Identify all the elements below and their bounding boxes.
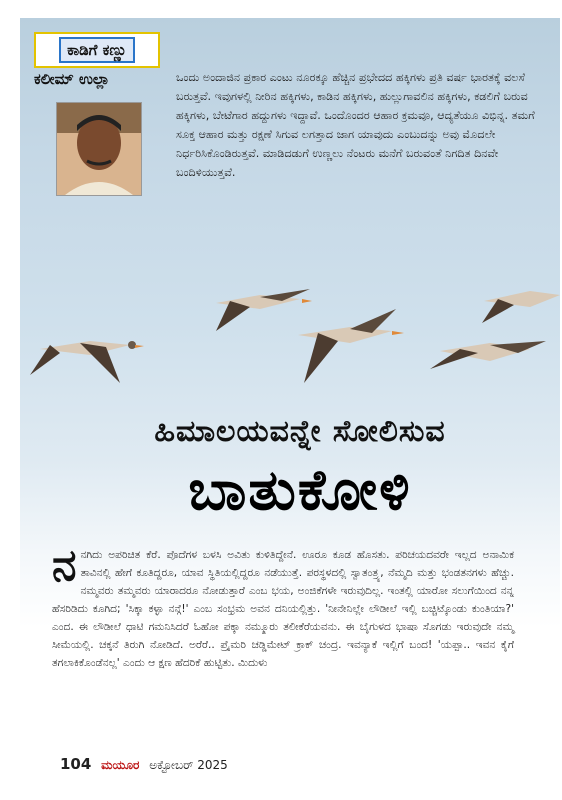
goose-5 xyxy=(430,341,546,369)
intro-paragraph xyxy=(176,68,546,182)
goose-4 xyxy=(482,291,560,323)
column-badge-text: ಕಾಡಿಗೆ ಕಣ್ಣು xyxy=(59,37,135,63)
article-text: ನಗಿದು ಅಪರಿಚಿತ ಕೆರೆ. ಪೊದೆಗಳ ಬಳಸಿ ಅವಿತು ಕುಳಿತಿದ್ದೇನೆ. ಊರೂ ಕೂಡ ಹೊಸತು. ಪರಿಚಯದವರೇ ಇಲ್ಲದ ಅನಾಮಿಕ ತಾವಿನಲ್ಲಿ ಹೇಗೆ ಕೂತಿದ್ದರೂ, ಯಾವ ಸ್ಥಿತಿಯಲ್ಲಿದ್ದರೂ ನಡೆಯುತ್ತೆ. ಪರಸ್ಥಳದಲ್ಲಿ ಸ್ವಾತಂತ್ರ್ಯ, ನೆಮ್ಮದಿ ಮತ್ತು ಭಂಡತನಗಳು ಹೆಚ್ಚು. ನಮ್ಮವರು ತಮ್ಮವರು ಯಾರಾದರೂ ನೋಡುತ್ತಾರೆ ಎಂಬ ಭಯ, ಅಂಜಿಕೆಗಳೇ ಇರುವುದಿಲ್ಲ. ಇಂತಲ್ಲಿ ಯಾರೋ ಸಲುಗೆಯಿಂದ ನನ್ನ ಹೆಸರಿಡಿದು ಕೂಗಿದ; 'ಸಿಕ್ಕಾ ಕಳ್ಳಾ ನನ್ಗೆ!' ಎಂಬ ಸಂಭ್ರಮ ಅವನ ದನಿಯಲ್ಲಿತ್ತು. 'ನೀನೇನಿಲ್ಲೇ ಲೌಡೀಲೆ ಇಲ್ಲಿ ಬಚ್ಚಿಟ್ಕೊಂಡು ಕುಂತಿಯಾ?' ಎಂದ. ಈ ಲೌಡೀಲೆ ಧಾಟಿ ಗಮನಿಸಿದರೆ ಓಹೋ ಪಕ್ಕಾ ನಮ್ಮೂರು ತಲೀಕೆರೆಯವನು. ಈ ಬೈಗುಳದ ಭಾಷಾ ಸೊಗಡು ಇರುವುದೇ ನಮ್ಮ ಸೀಮೆಯಲ್ಲಿ. ಚಕ್ಕನೆ ತಿರುಗಿ ನೋಡಿದೆ. ಅರೆರೆ.. ಪ್ರೈಮರಿ ಚಡ್ಡಿಮೇಟ್ ಕ್ರಾಕ್ ಚಂದ್ರ. ಇವನ್ಯಾಕೆ ಇಲ್ಲಿಗೆ ಬಂದ! 'ಯಪ್ಪಾ.. ಇವನ ಕೈಗೆ ತಗಲಾಕಿಕೊಂಡೆನಲ್ಲ' ಎಂದು ಆ ಕ್ಷಣ ಹೆದರಿಕೆ ಹುಟ್ಟಿತು. ಮಿದುಳು xyxy=(52,549,514,669)
goose-1 xyxy=(30,341,144,383)
article-body xyxy=(52,540,514,672)
page-number: 104 xyxy=(60,755,92,773)
flying-geese-illustration xyxy=(20,283,560,403)
magazine-name: ಮಯೂರ xyxy=(101,758,140,772)
goose-2 xyxy=(216,289,312,331)
dropcap: ನ xyxy=(52,540,77,591)
headline-title: ಬಾತುಕೋಳಿ xyxy=(188,458,412,523)
headline-kicker: ಹಿಮಾಲಯವನ್ನೇ ಸೋಲಿಸುವ xyxy=(154,414,446,449)
article-paragraph xyxy=(52,540,514,672)
column-badge xyxy=(34,32,160,68)
author-name: ಕಲೀಮ್ ಉಲ್ಲಾ xyxy=(34,70,110,88)
author-portrait-icon xyxy=(57,103,141,195)
page-footer xyxy=(60,755,228,773)
intro-text: ಒಂದು ಅಂದಾಜಿನ ಪ್ರಕಾರ ಎಂಟು ನೂರಕ್ಕೂ ಹೆಚ್ಚಿನ ಪ್ರಭೇದದ ಹಕ್ಕಿಗಳು ಪ್ರತಿ ವರ್ಷ ಭಾರತಕ್ಕೆ ವಲಸೆ ಬರುತ್ತವೆ. ಇವುಗಳಲ್ಲಿ ನೀರಿನ ಹಕ್ಕಿಗಳು, ಕಾಡಿನ ಹಕ್ಕಿಗಳು, ಹುಲ್ಲುಗಾವಲಿನ ಹಕ್ಕಿಗಳು, ಕಡಲಿಗೆ ಬರುವ ಹಕ್ಕಿಗಳು, ಬೇಟೆಗಾರ ಹದ್ದುಗಳು ಇದ್ದಾವೆ. ಒಂದೊಂದರ ಆಹಾರ ಕ್ರಮವೂ, ಆದ್ಯತೆಯೂ ವಿಭಿನ್ನ. ತಮಗೆ ಸೂಕ್ತ ಆಹಾರ ಮತ್ತು ರಕ್ಷಣೆ ಸಿಗುವ ಲಗತ್ತಾದ ಜಾಗ ಯಾವುದು ಎಂಬುದನ್ನು ಅವು ಮೊದಲೇ ನಿರ್ಧರಿಸಿಕೊಂಡಿರುತ್ತವೆ. ಮಾಡಿದಡುಗೆ ಉಣ್ಣಲು ನೆಂಟರು ಮನೆಗೆ ಬರುವಂತೆ ನಿಗದಿತ ದಿನವೇ ಬಂದಿಳಿಯುತ್ತವೆ. xyxy=(176,71,535,179)
issue-date: ಅಕ್ಟೋಬರ್ 2025 xyxy=(149,758,228,772)
magazine-page xyxy=(20,18,560,780)
author-photo xyxy=(56,102,142,196)
goose-3 xyxy=(298,309,404,383)
